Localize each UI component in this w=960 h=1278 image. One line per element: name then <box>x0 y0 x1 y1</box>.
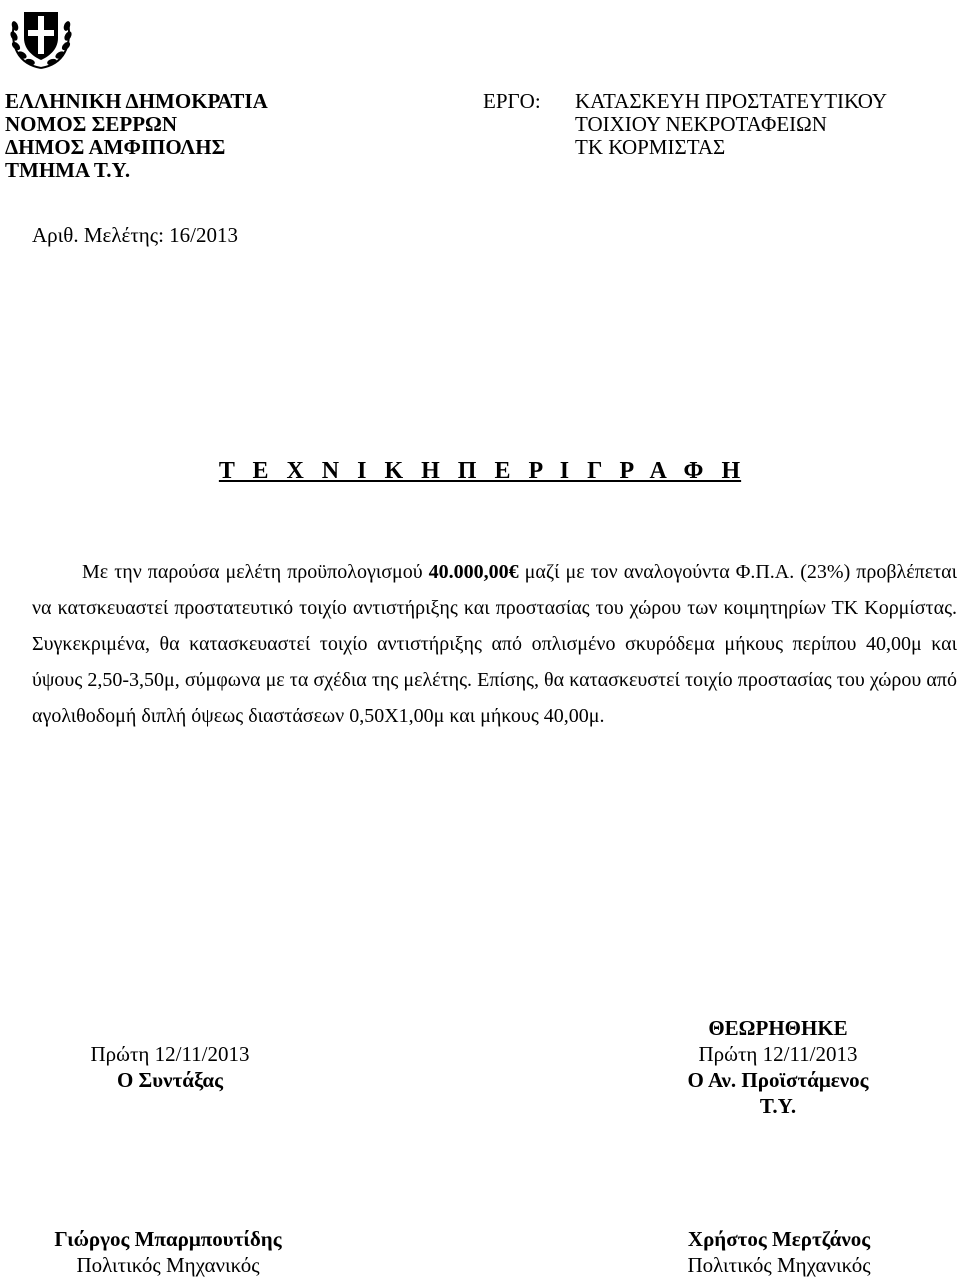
author-date: Πρώτη 12/11/2013 <box>90 1042 250 1066</box>
author-name-block <box>30 1226 306 1278</box>
document-title: Τ Ε Χ Ν Ι Κ Η Π Ε Ρ Ι Γ Ρ Α Φ Η <box>218 458 742 484</box>
budget-amount: 40.000,00€ <box>428 561 519 583</box>
project-title-line2: ΤΟΙΧΙΟΥ ΝΕΚΡΟΤΑΦΕΙΩΝ <box>575 112 827 136</box>
author-title: Πολιτικός Μηχανικός <box>76 1253 260 1277</box>
description-paragraph <box>32 554 957 734</box>
approver-role: Ο Αν. Προϊστάμενος <box>687 1068 869 1092</box>
author-role: Ο Συντάξας <box>116 1068 224 1092</box>
project-label: ΕΡΓΟ: <box>483 89 541 113</box>
project-title-line3: ΤΚ ΚΟΡΜΙΣΤΑΣ <box>575 135 726 159</box>
approver-signature-block <box>668 1015 888 1119</box>
description-body <box>32 554 957 734</box>
project-title-line1: ΚΑΤΑΣΚΕΥΗ ΠΡΟΣΤΑΤΕΥΤΙΚΟΥ <box>575 89 888 113</box>
approver-name: Χρήστος Μερτζάνος <box>687 1227 871 1251</box>
approver-department: Τ.Υ. <box>759 1094 797 1118</box>
description-rest: μαζί με τον αναλογούντα Φ.Π.Α. (23%) προβλέπεται να κατσκευαστεί προστατευτικό τοιχίο αντιστήριξης και προστασίας του χώρου των κοιμητηρίων ΤΚ Κορμίστας. Συγκεκριμένα, θα κατασκευαστεί τοιχίο αντιστήριξης από οπλισμένο σκυρόδεμα μήκους περίπου 40,00μ και ύψους 2,50-3,50μ, σύμφωνα με τα σχέδια της μελέτης. Επίσης, θα κατασκευστεί τοιχίο προστασίας του χώρου από αγολιθοδομή διπλή όψεως διαστάσεων 0,50Χ1,00μ και μήκους 40,00μ. <box>32 561 957 727</box>
issuer-line-prefecture: ΝΟΜΟΣ ΣΕΡΡΩΝ <box>5 112 178 136</box>
description-intro: Με την παρούσα μελέτη προϋπολογισμού <box>82 561 429 583</box>
issuer-line-municipality: ΔΗΜΟΣ ΑΜΦΙΠΟΛΗΣ <box>5 135 226 159</box>
author-name: Γιώργος Μπαρμπουτίδης <box>54 1227 282 1251</box>
author-signature-block <box>66 1041 274 1093</box>
approver-title: Πολιτικός Μηχανικός <box>687 1253 871 1277</box>
project-block <box>483 90 887 159</box>
issuer-line-department: ΤΜΗΜΑ Τ.Υ. <box>5 158 131 182</box>
issuer-block <box>5 90 268 182</box>
study-number: Αριθ. Μελέτης: 16/2013 <box>32 223 239 247</box>
issuer-line-country: ΕΛΛΗΝΙΚΗ ΔΗΜΟΚΡΑΤΙΑ <box>5 89 268 113</box>
approver-name-block <box>662 1226 896 1278</box>
approver-date: Πρώτη 12/11/2013 <box>698 1042 858 1066</box>
approval-heading: ΘΕΩΡΗΘΗΚΕ <box>708 1016 848 1040</box>
greek-coat-of-arms-icon <box>6 4 76 72</box>
